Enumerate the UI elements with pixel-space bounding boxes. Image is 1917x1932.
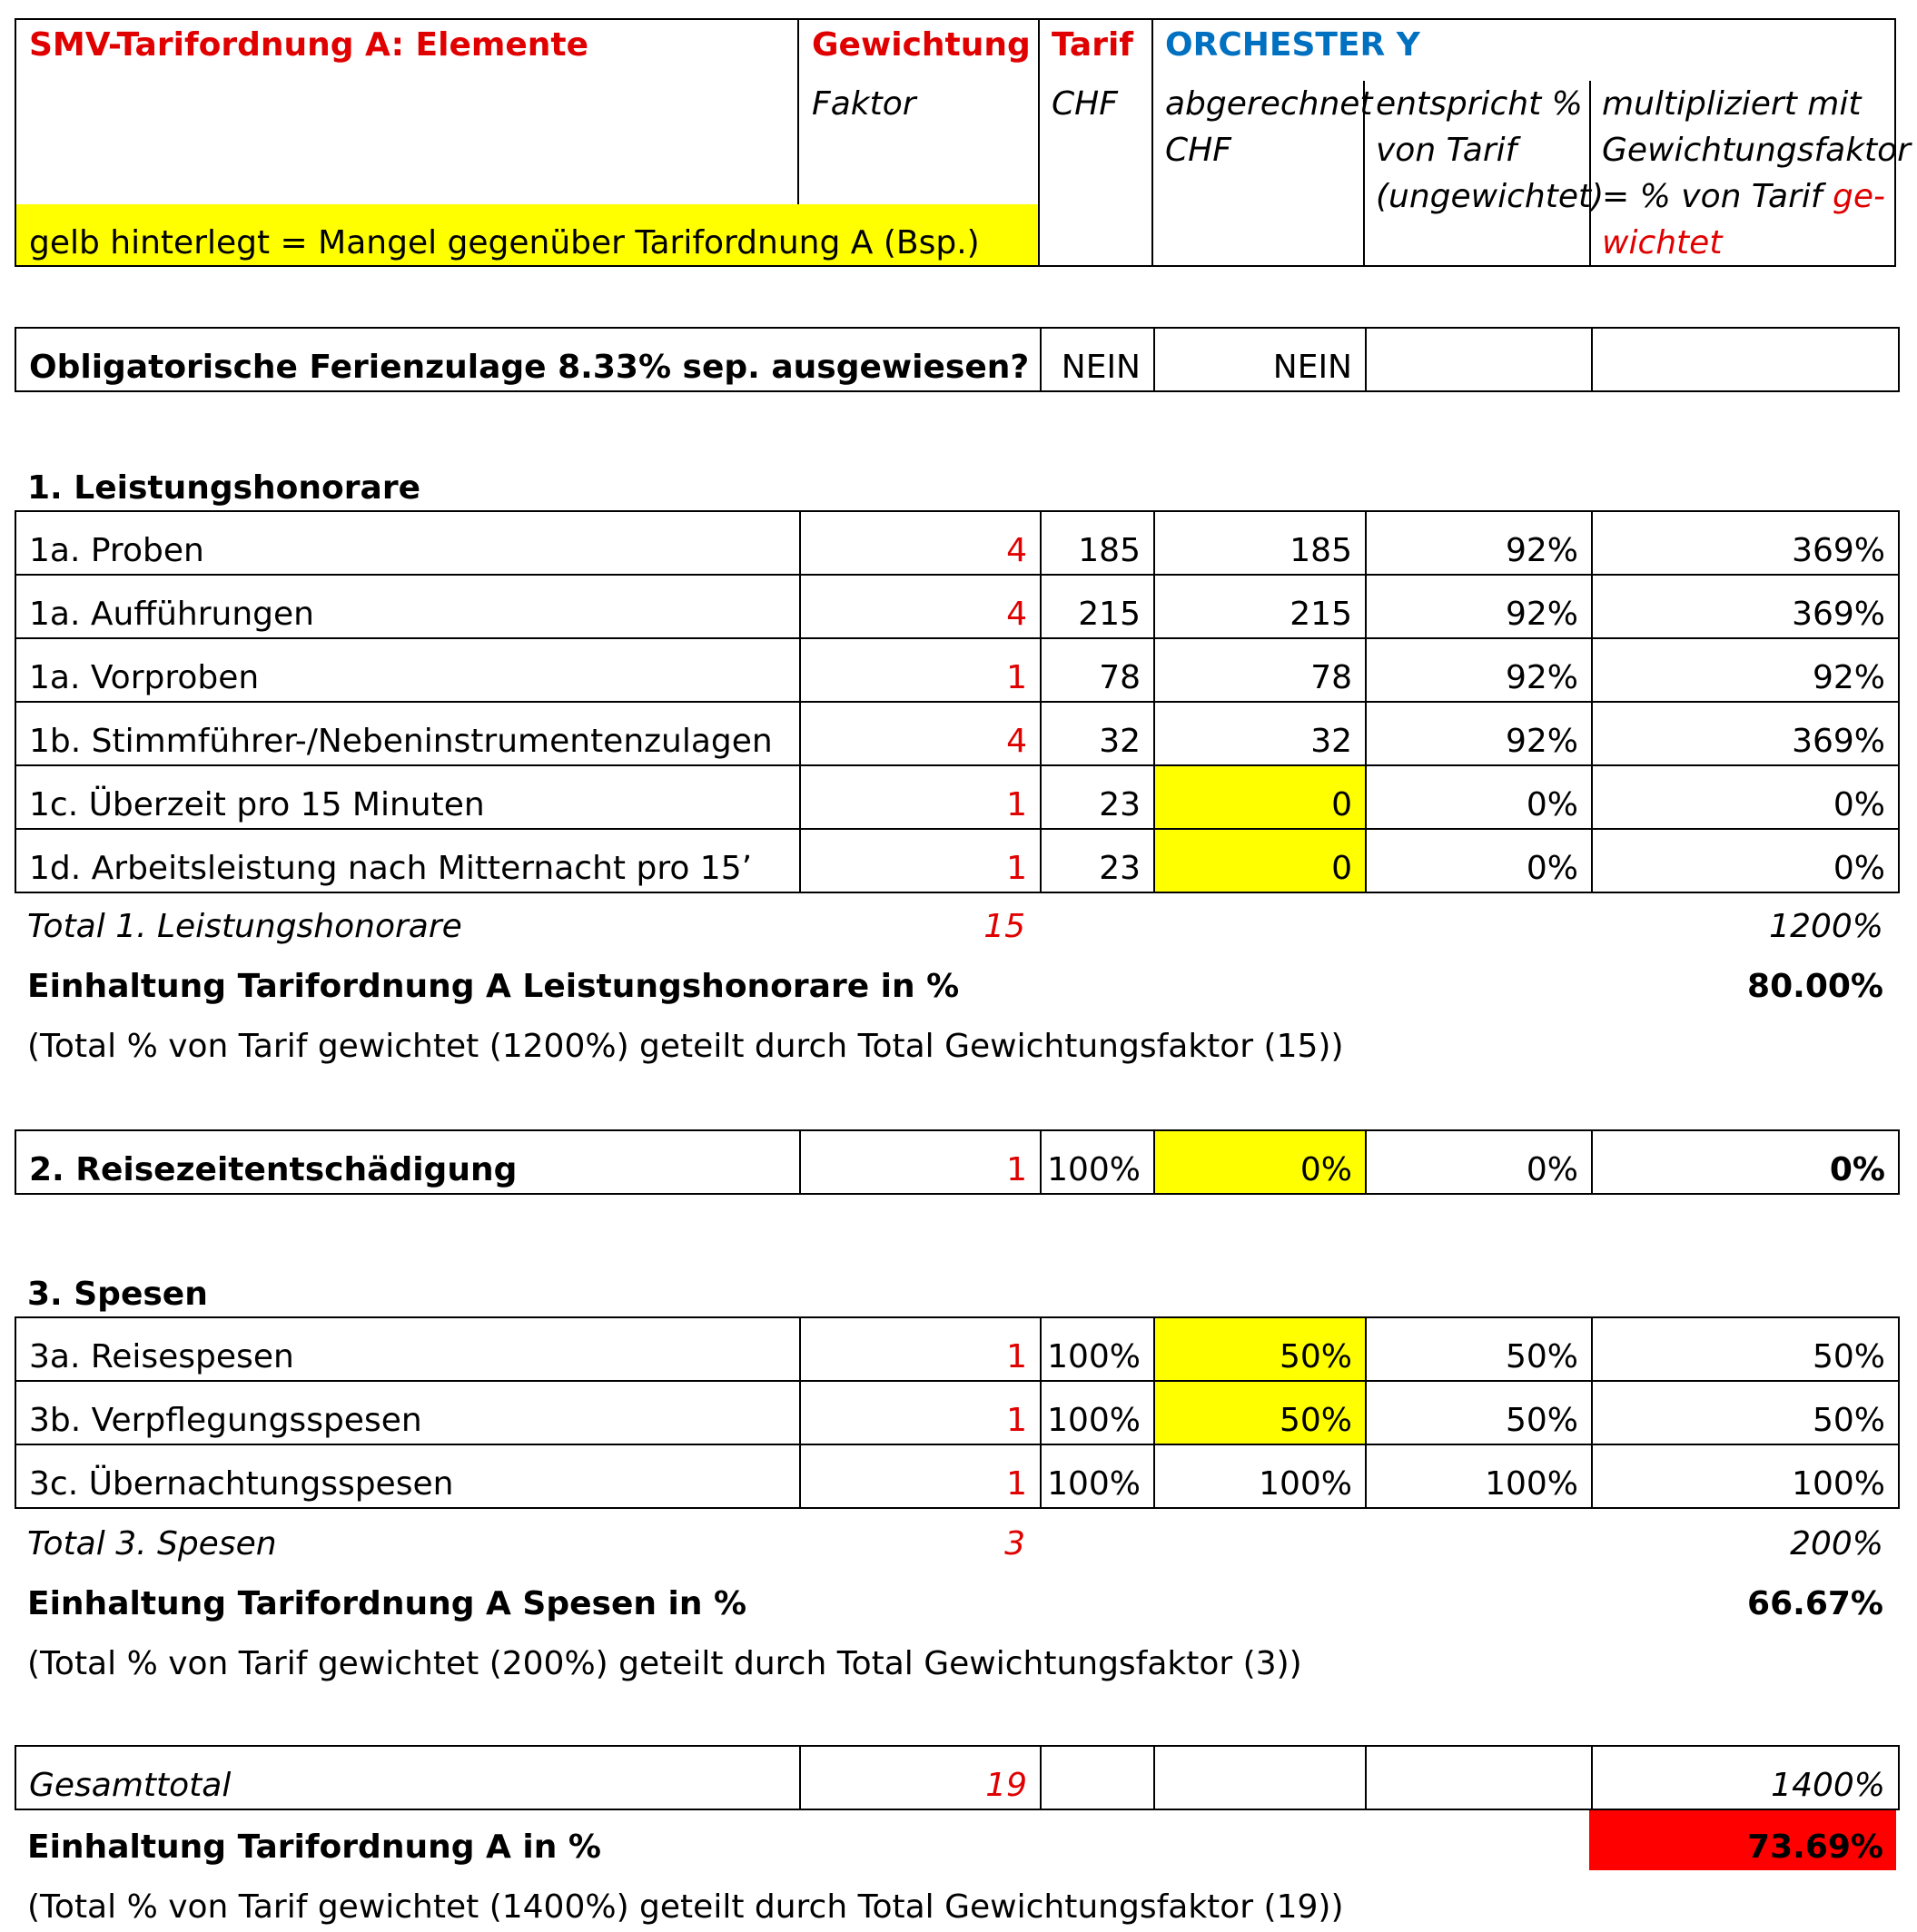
row-tarif: 185: [1040, 512, 1153, 574]
section1-table: [15, 510, 1900, 893]
row-abgerechnet: 78: [1153, 639, 1365, 701]
header-faktor: Faktor: [812, 85, 916, 123]
header-multipliziert-1: multipliziert mit: [1602, 85, 1862, 123]
section1-note: (Total % von Tarif gewichtet (1200%) geteilt durch Total Gewichtungsfaktor (15)): [27, 1027, 1344, 1065]
row-entspricht: 50%: [1365, 1382, 1591, 1444]
section2-tarif: 100%: [1040, 1131, 1153, 1193]
row-abgerechnet: 32: [1153, 703, 1365, 764]
row-gewichtet: 92%: [1591, 639, 1898, 701]
header-abgerechnet-2: CHF: [1165, 132, 1231, 169]
ferien-label: Obligatorische Ferienzulage 8.33% sep. ausgewiesen?: [29, 348, 1030, 386]
header-multipliziert-3: = % von Tarif ge-: [1602, 178, 1886, 215]
row-tarif: 100%: [1040, 1445, 1153, 1507]
gesamt-label: Gesamttotal: [29, 1766, 232, 1804]
row-faktor: 1: [799, 1382, 1040, 1444]
row-tarif: 23: [1040, 830, 1153, 892]
table-row: [16, 512, 1898, 574]
row-label: 1a. Proben: [29, 531, 204, 569]
section3-einhaltung-value: 66.67%: [1747, 1584, 1883, 1622]
row-label: 1b. Stimmführer-/Nebeninstrumentenzulagen: [29, 722, 773, 760]
row-entspricht: 0%: [1365, 830, 1591, 892]
section1-total-gewichtet: 1200%: [1769, 907, 1883, 945]
header-multipliziert-2: Gewichtungsfaktor: [1602, 132, 1911, 169]
row-label: 1a. Vorproben: [29, 658, 260, 696]
ferien-empty-1: [1365, 329, 1591, 390]
col-divider-orchester: [1151, 20, 1153, 265]
table-row: [16, 1444, 1898, 1507]
table-row: [16, 574, 1898, 637]
section1-total-row: [15, 890, 1896, 950]
row-abgerechnet: 0: [1153, 766, 1365, 828]
header-entspricht-3: (ungewichtet): [1376, 178, 1605, 215]
row-abgerechnet: 100%: [1153, 1445, 1365, 1507]
table-row: [16, 1380, 1898, 1444]
row-gewichtet: 50%: [1591, 1318, 1898, 1380]
row-entspricht: 92%: [1365, 512, 1591, 574]
col-divider-tarif: [1038, 20, 1040, 265]
row-faktor: 4: [799, 576, 1040, 637]
section1-einhaltung-label: Einhaltung Tarifordnung A Leistungshonorare in %: [27, 967, 960, 1005]
row-entspricht: 92%: [1365, 576, 1591, 637]
section3-summary: [15, 1507, 1896, 1687]
row-tarif: 215: [1040, 576, 1153, 637]
section1-total-faktor: 15: [983, 907, 1025, 945]
table-row: [16, 637, 1898, 701]
row-faktor: 4: [799, 703, 1040, 764]
section1-einhaltung-row: [15, 950, 1896, 1010]
row-gewichtet: 369%: [1591, 576, 1898, 637]
table-row: [16, 828, 1898, 892]
gesamt-einhaltung-label: Einhaltung Tarifordnung A in %: [27, 1828, 601, 1866]
header-tarif: Tarif: [1052, 26, 1133, 64]
row-abgerechnet: 215: [1153, 576, 1365, 637]
row-tarif: 32: [1040, 703, 1153, 764]
section3-title: 3. Spesen: [27, 1276, 208, 1313]
ferien-abgerechnet: NEIN: [1153, 329, 1365, 390]
row-gewichtet: 0%: [1591, 830, 1898, 892]
row-gewichtet: 50%: [1591, 1382, 1898, 1444]
gesamt-summary: [15, 1810, 1896, 1930]
row-tarif: 100%: [1040, 1382, 1153, 1444]
col-divider-gewichtung: [797, 20, 799, 204]
row-gewichtet: 369%: [1591, 703, 1898, 764]
section2-label: 2. Reisezeitentschädigung: [29, 1150, 518, 1188]
section2-table: [15, 1129, 1900, 1195]
row-label: 3b. Verpflegungsspesen: [29, 1401, 422, 1439]
section1-einhaltung-value: 80.00%: [1747, 967, 1883, 1005]
gesamt-row: [16, 1747, 1898, 1809]
section2-gewichtet: 0%: [1591, 1131, 1898, 1193]
header-orchester: ORCHESTER Y: [1165, 26, 1420, 64]
section3-total-label: Total 3. Spesen: [27, 1524, 277, 1562]
section3-total-row: [15, 1507, 1896, 1567]
gesamt-empty-abgerechnet: [1153, 1747, 1365, 1809]
header-multipliziert-4: wichtet: [1602, 224, 1723, 261]
row-faktor: 1: [799, 639, 1040, 701]
row-entspricht: 100%: [1365, 1445, 1591, 1507]
gesamt-table: [15, 1745, 1900, 1810]
row-label: 1c. Überzeit pro 15 Minuten: [29, 785, 485, 823]
header-entspricht-2: von Tarif: [1376, 132, 1517, 169]
row-entspricht: 92%: [1365, 703, 1591, 764]
section2-abgerechnet: 0%: [1153, 1131, 1365, 1193]
row-entspricht: 50%: [1365, 1318, 1591, 1380]
row-label: 1a. Aufführungen: [29, 595, 314, 633]
row-abgerechnet: 0: [1153, 830, 1365, 892]
row-abgerechnet: 185: [1153, 512, 1365, 574]
ferien-tarif: NEIN: [1040, 329, 1153, 390]
row-faktor: 1: [799, 1445, 1040, 1507]
header-abgerechnet-1: abgerechnet: [1165, 85, 1373, 123]
section3-total-faktor: 3: [1004, 1524, 1025, 1562]
row-abgerechnet: 50%: [1153, 1318, 1365, 1380]
section3-table: [15, 1316, 1900, 1509]
section3-einhaltung-label: Einhaltung Tarifordnung A Spesen in %: [27, 1584, 747, 1622]
section1-summary: [15, 890, 1896, 1070]
gesamt-empty-tarif: [1040, 1747, 1153, 1809]
header-title: SMV-Tarifordnung A: Elemente: [29, 26, 589, 64]
row-faktor: 1: [799, 830, 1040, 892]
section1-total-label: Total 1. Leistungshonorare: [27, 907, 462, 945]
row-gewichtet: 100%: [1591, 1445, 1898, 1507]
table-row: [16, 701, 1898, 764]
section3-note-row: [15, 1627, 1896, 1687]
gesamt-faktor: 19: [799, 1747, 1040, 1809]
gesamt-empty-entspricht: [1365, 1747, 1591, 1809]
gesamt-einhaltung-value: 73.69%: [1589, 1810, 1896, 1870]
col-divider-multipliziert: [1589, 81, 1591, 265]
table-row: [16, 764, 1898, 828]
section1-note-row: [15, 1010, 1896, 1070]
header-entspricht-1: entspricht %: [1376, 85, 1583, 123]
ferien-empty-2: [1591, 329, 1898, 390]
section2-entspricht: 0%: [1365, 1131, 1591, 1193]
section1-title: 1. Leistungshonorare: [27, 469, 420, 507]
row-label: 3a. Reisespesen: [29, 1337, 294, 1375]
legend-text: gelb hinterlegt = Mangel gegenüber Tarifordnung A (Bsp.): [29, 224, 980, 261]
row-gewichtet: 369%: [1591, 512, 1898, 574]
gesamt-note: (Total % von Tarif gewichtet (1400%) geteilt durch Total Gewichtungsfaktor (19)): [27, 1888, 1344, 1926]
row-faktor: 4: [799, 512, 1040, 574]
row-label: 1d. Arbeitsleistung nach Mitternacht pro 15’: [29, 849, 753, 887]
table-row: [16, 1318, 1898, 1380]
ferien-table: [15, 327, 1900, 392]
row-entspricht: 92%: [1365, 639, 1591, 701]
ferien-row: [16, 329, 1898, 390]
header-chf: CHF: [1052, 85, 1118, 123]
row-gewichtet: 0%: [1591, 766, 1898, 828]
row-faktor: 1: [799, 766, 1040, 828]
header-table: [15, 18, 1911, 267]
section3-total-gewichtet: 200%: [1790, 1524, 1883, 1562]
row-faktor: 1: [799, 1318, 1040, 1380]
section2-row: [16, 1131, 1898, 1193]
row-tarif: 78: [1040, 639, 1153, 701]
col-divider-entspricht: [1363, 81, 1365, 265]
row-tarif: 23: [1040, 766, 1153, 828]
gesamt-gewichtet: 1400%: [1591, 1747, 1898, 1809]
gesamt-note-row: [15, 1870, 1896, 1930]
section2-faktor: 1: [799, 1131, 1040, 1193]
section3-note: (Total % von Tarif gewichtet (200%) geteilt durch Total Gewichtungsfaktor (3)): [27, 1644, 1302, 1682]
row-tarif: 100%: [1040, 1318, 1153, 1380]
row-label: 3c. Übernachtungsspesen: [29, 1464, 454, 1503]
row-abgerechnet: 50%: [1153, 1382, 1365, 1444]
section3-einhaltung-row: [15, 1567, 1896, 1627]
header-gewichtung: Gewichtung: [812, 26, 1031, 64]
gesamt-einhaltung-row: [15, 1810, 1896, 1870]
row-entspricht: 0%: [1365, 766, 1591, 828]
